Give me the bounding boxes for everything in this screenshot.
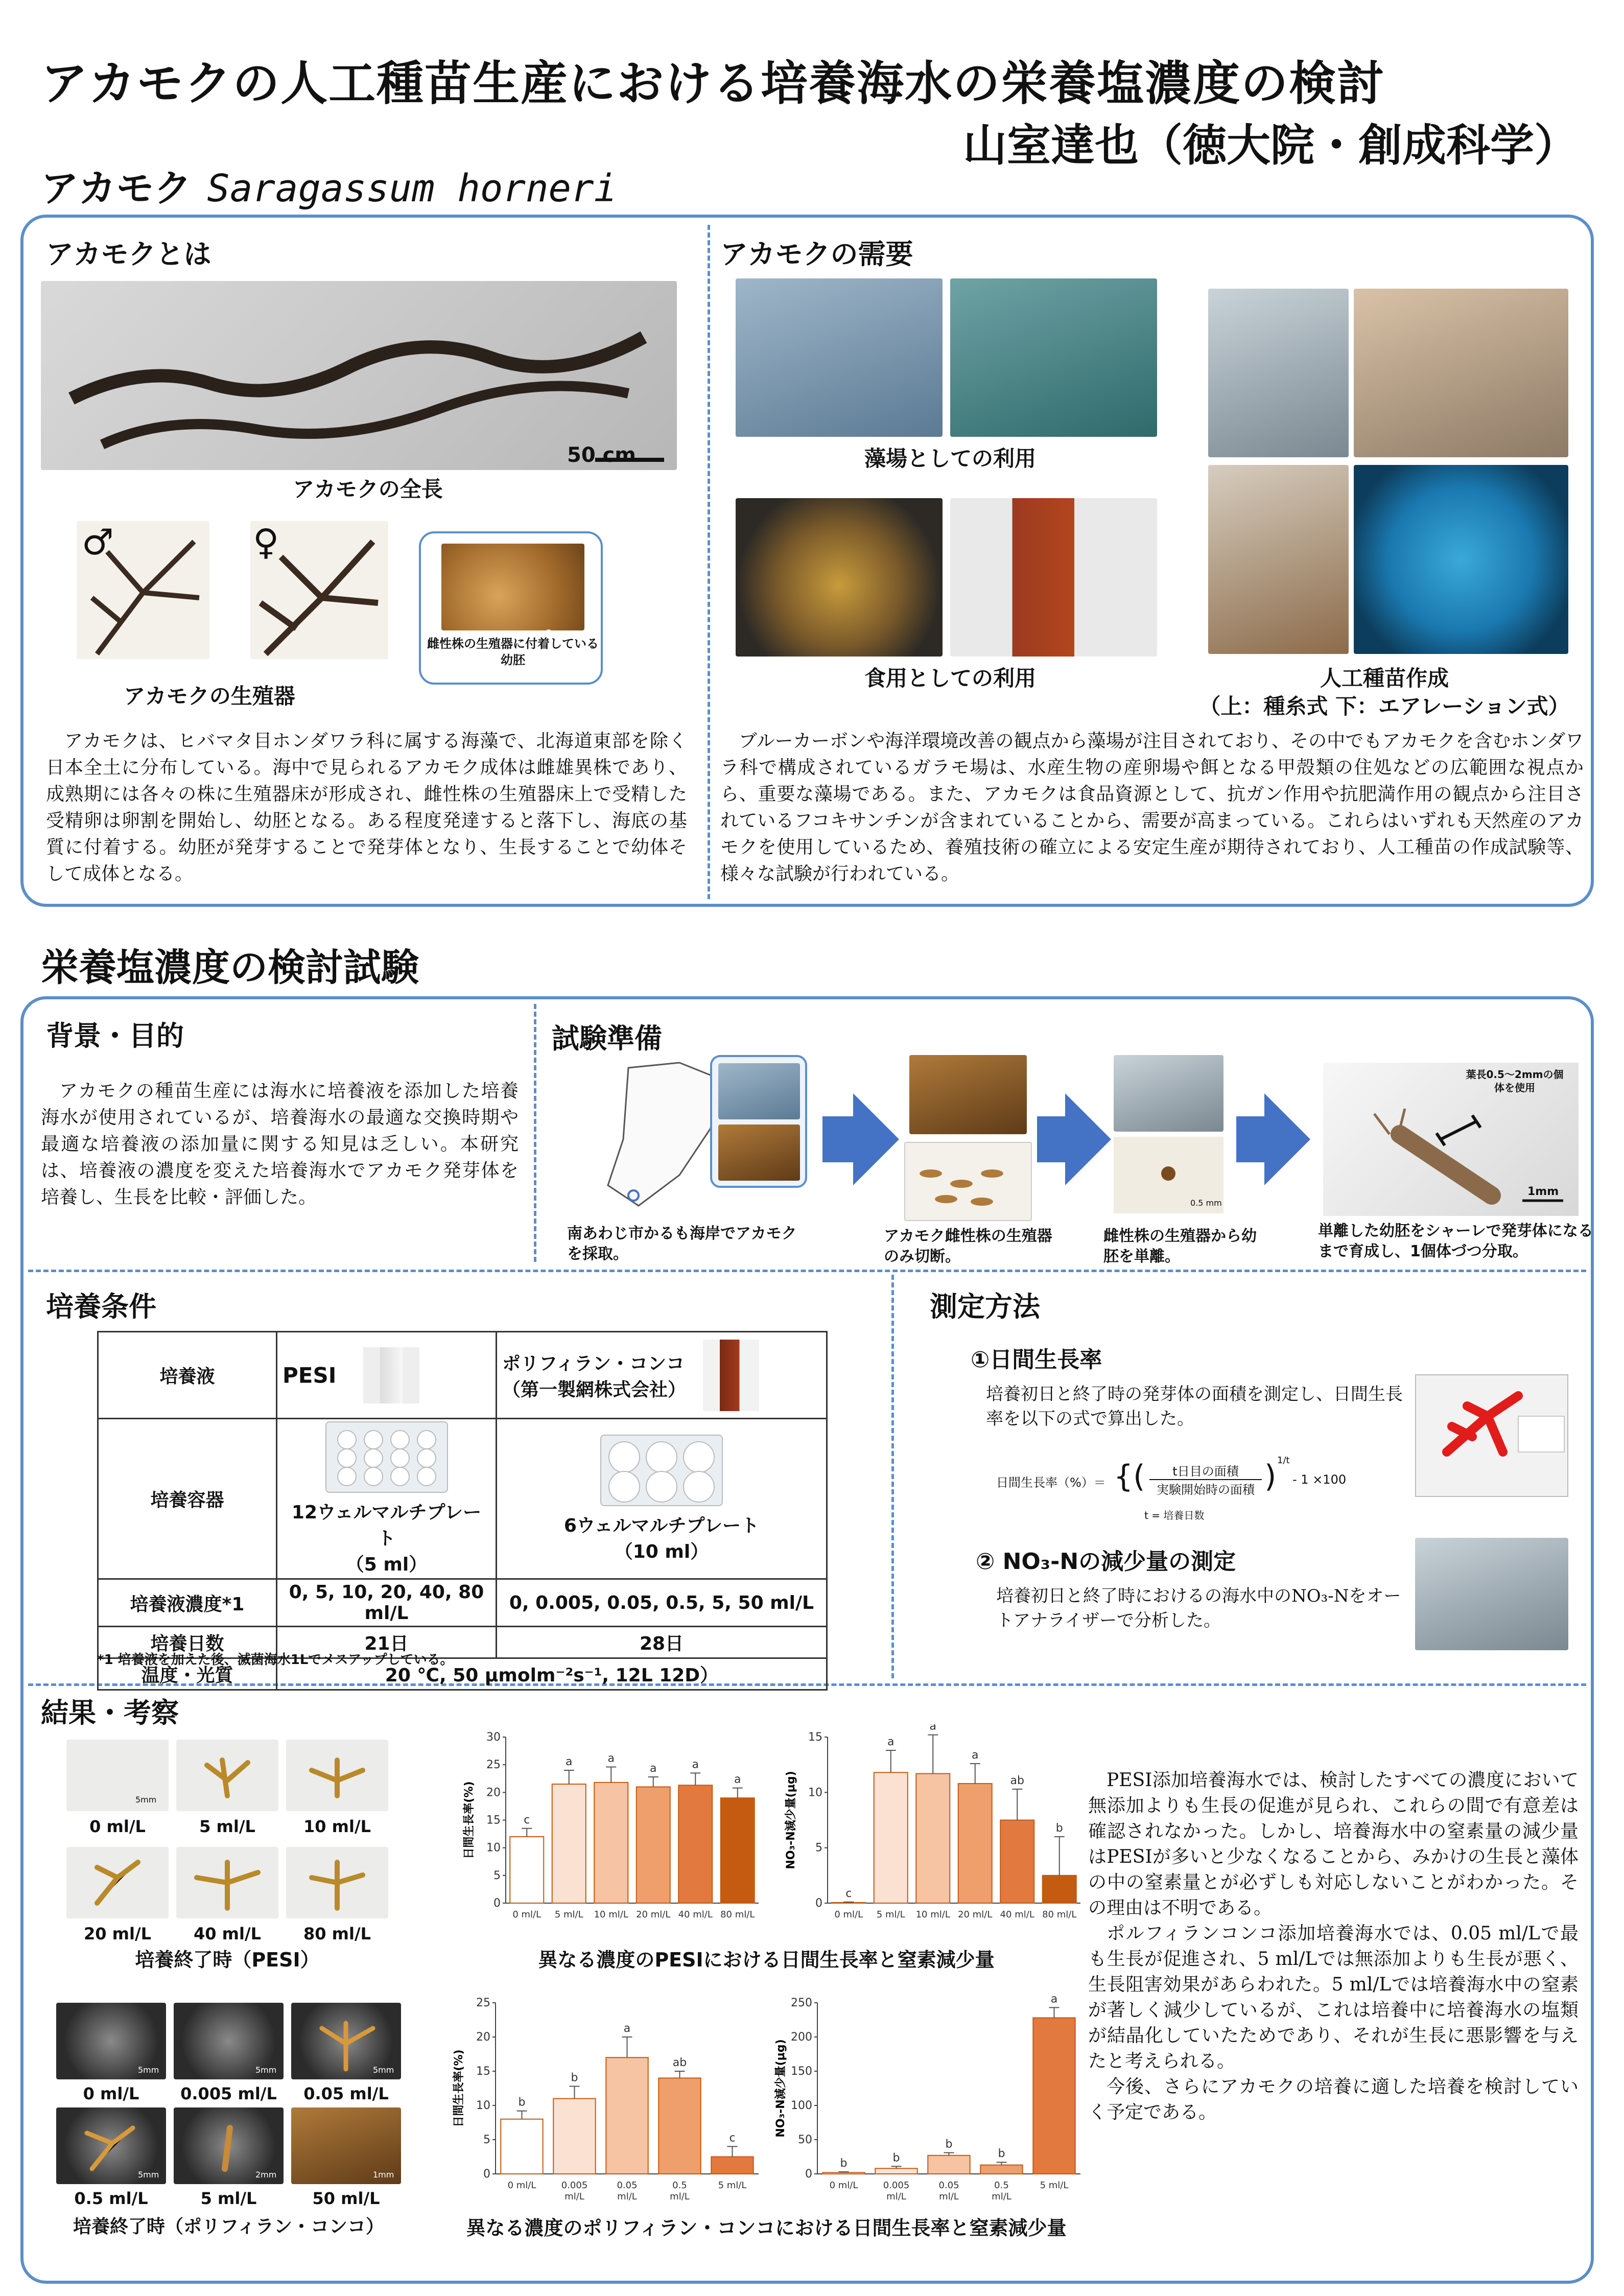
conc-label: 培養液濃度*1 (98, 1579, 277, 1627)
seaweed-bed-photo-1 (736, 278, 943, 437)
y-tick-label: 25 (476, 1997, 490, 2009)
y-tick-label: 30 (486, 1731, 501, 1744)
pesi-label-80: 80 ml/L (303, 1924, 371, 1943)
prep-step3: 雌性株の生殖器から幼胚を単離。 (1103, 1227, 1257, 1266)
pesi-label-0: 0 ml/L (89, 1817, 146, 1836)
arrow1-shaft (822, 1116, 853, 1162)
y-tick-label: 5 (815, 1841, 822, 1855)
chart-pesi-nitrogen (771, 1724, 1088, 1944)
background-text: アカモクの種苗生産には海水に培養液を添加した培養海水が使用されているが、培養海水の最適な交換時期や最適な培養液の添加量に関する知見は乏しい。本研究は、培養液の濃度を変えた培養海水でアカモク発芽体を培養し、生長を比較・評価した。 (41, 1081, 519, 1208)
category-label: 0.05 ml/L (617, 2180, 638, 2202)
y-tick-label: 15 (486, 1814, 501, 1827)
y-tick-label: 200 (791, 2031, 812, 2044)
y-tick-label: 50 (798, 2134, 812, 2146)
category-label: 0 ml/L (512, 1909, 542, 1920)
poly-bottle-icon (703, 1340, 759, 1411)
category-label: 0.5 ml/L (992, 2180, 1011, 2202)
microscope-photo (1114, 1055, 1223, 1132)
autoanalyzer-photo (1415, 1538, 1568, 1650)
bottle-photo (950, 498, 1157, 657)
pesi-photo-5 (176, 1740, 278, 1811)
bar (928, 2156, 970, 2174)
y-tick-label: 15 (808, 1731, 822, 1744)
bar (637, 1787, 670, 1904)
pesi-photo-40 (176, 1847, 278, 1918)
pesi-chart-caption: 異なる濃度のPESIにおける日間生長率と窒素減少量 (538, 1949, 995, 1971)
about-heading: アカモクとは (46, 238, 211, 270)
category-label: 80 ml/L (720, 1909, 755, 1920)
y-tick-label: 250 (791, 1997, 812, 2009)
section1-title: アカモク (41, 167, 192, 210)
medium-label: 培養液 (98, 1332, 277, 1419)
prep-step1: 南あわじ市かるも海岸でアカモクを採取。 (567, 1225, 797, 1263)
significance-letter: a (887, 1736, 895, 1748)
section1-divider (708, 225, 710, 899)
plate6-volume: （10 ml） (614, 1541, 709, 1562)
category-label: 5 ml/L (718, 2180, 747, 2191)
section1-heading (41, 158, 617, 213)
category-label: 0.5 ml/L (670, 2180, 690, 2202)
significance-letter: a (734, 1773, 741, 1786)
category-label: 0.005 ml/L (561, 2180, 588, 2202)
discussion-p3: 今後、さらにアカモクの培養に適した培養を検討していく予定である。 (1088, 2076, 1579, 2123)
y-axis-label: 日間生長率(%) (453, 2049, 465, 2127)
pesi-photo-grid (66, 1740, 388, 1970)
food-caption: 食用としての利用 (864, 666, 1036, 691)
bar (501, 2119, 543, 2174)
bar (678, 1785, 712, 1903)
formula-tail: - 1 ×100 (1292, 1472, 1347, 1487)
pesi-bottle-icon (363, 1347, 419, 1403)
zoom-caption: 雌性株の生殖器に付着している幼胚 (427, 637, 599, 667)
formula-numerator: t日目の面積 (1149, 1461, 1262, 1480)
y-tick-label: 20 (476, 2031, 490, 2044)
pesi-cell (277, 1332, 497, 1419)
conditions-heading: 培養条件 (46, 1291, 156, 1323)
bar (822, 2172, 864, 2174)
category-label: 5 ml/L (554, 1909, 583, 1920)
category-label: 5 ml/L (1040, 2180, 1069, 2191)
significance-letter: ab (672, 2056, 687, 2069)
bar (1043, 1876, 1076, 1903)
embryo-photo (1114, 1137, 1223, 1213)
pesi-photo-20 (66, 1847, 169, 1918)
y-tick-label: 0 (815, 1897, 822, 1910)
bar (658, 2078, 700, 2174)
bg-divider (534, 1004, 536, 1262)
bar (711, 2157, 753, 2174)
y-axis-label: 日間生長率(%) (463, 1781, 476, 1859)
poly-scale-2: 5mm (373, 2065, 394, 2075)
plate12-volume: （5 ml） (345, 1554, 428, 1575)
demand-heading: アカモクの需要 (720, 238, 913, 270)
category-label: 0 ml/L (834, 1909, 863, 1920)
bar (875, 2168, 917, 2174)
demand-text: ブルーカーボンや海洋環境改善の観点から藻場が注目されており、その中でもアカモクを含むホンダワラ科で構成されているガラモ場は、水産生物の産卵場や餌となる甲殻類の住処などの広範囲な視点から、重要な藻場である。また、アカモクは食品資源として、抗ガン作用や抗肥満作用の観点から注目されているフコキサンチンが含まれていることから、需要が高まっている。これらはいずれも天然産のアカモクを使用しているため、養殖技術の確立による安定生産が期待されており、人工種苗の作成試験等、様々な試験が行われている。 (720, 731, 1584, 884)
category-label: 0 ml/L (829, 2180, 858, 2191)
formula-note: t = 培養日数 (1144, 1509, 1205, 1521)
formula-exponent: 1/t (1277, 1455, 1290, 1466)
y-tick-label: 0 (805, 2168, 812, 2181)
y-tick-label: 10 (476, 2099, 490, 2112)
germling-scale: 1mm (1527, 1185, 1559, 1198)
conditions-footnote: *1 培養液を加えた後、滅菌海水1Lでメスアップしている。 (97, 1652, 454, 1668)
arrow2-icon (1065, 1093, 1111, 1185)
significance-letter: c (729, 2131, 736, 2145)
seaweed-silhouette (41, 281, 677, 470)
vessel-label: 培養容器 (98, 1419, 277, 1579)
poly-label-5: 5 ml/L (200, 2189, 257, 2208)
chart-poly-growth (439, 1990, 766, 2215)
arrow1-icon (853, 1093, 899, 1185)
poly-scale-1: 5mm (255, 2065, 277, 2075)
category-label: 20 ml/L (958, 1909, 993, 1920)
poly-label-05: 0.5 ml/L (74, 2189, 148, 2208)
pesi-label-20: 20 ml/L (83, 1924, 152, 1943)
category-label: 0.005 ml/L (883, 2180, 910, 2202)
poly-photo-grid (56, 2003, 393, 2238)
poly-label-005: 0.05 ml/L (303, 2084, 389, 2103)
full-length-caption: アカモクの全長 (293, 477, 443, 502)
seedling-caption: 人工種苗作成 (1320, 666, 1449, 691)
y-tick-label: 0 (493, 1897, 501, 1910)
row1-divider (28, 1270, 1586, 1272)
cond-divider (891, 1275, 894, 1678)
method-heading: 測定方法 (930, 1291, 1040, 1323)
zoom-scale: 2 mm (546, 628, 573, 639)
category-label: 0 ml/L (507, 2180, 536, 2191)
female-symbol: ♀ (253, 521, 279, 563)
method2-title: ② NO₃-Nの減少量の測定 (976, 1549, 1236, 1575)
significance-letter: b (945, 2138, 953, 2151)
collected-seaweed-photo (718, 1124, 800, 1181)
significance-letter: b (840, 2157, 848, 2170)
prep-step4: 単離した幼胚をシャーレで発芽体になるまで育成し、1個体づつ分取。 (1318, 1222, 1593, 1260)
method1-title: ①日間生長率 (971, 1347, 1102, 1373)
plate12-label: 12ウェルマルチプレート (291, 1502, 482, 1549)
significance-letter: a (566, 1755, 573, 1768)
poly-scale-4: 2mm (255, 2170, 277, 2180)
y-tick-label: 0 (483, 2168, 490, 2181)
pesi-photo-80 (286, 1847, 388, 1918)
chart-poly-nitrogen (761, 1990, 1088, 2215)
y-tick-label: 5 (493, 1869, 501, 1882)
plate12-cell (277, 1419, 497, 1579)
pesi-conc: 0, 5, 10, 20, 40, 80 ml/L (277, 1579, 497, 1627)
germling-photo (1323, 1063, 1579, 1216)
prep-heading: 試験準備 (552, 1022, 662, 1055)
receptacle-photo-1 (909, 1055, 1027, 1134)
significance-letter: b (1055, 1822, 1063, 1835)
y-tick-label: 5 (483, 2134, 490, 2146)
bar (553, 2099, 595, 2174)
y-tick-label: 10 (808, 1786, 822, 1799)
male-symbol: ♂ (82, 521, 114, 563)
significance-letter: c (845, 1887, 852, 1900)
poly-label-0005: 0.005 ml/L (180, 2084, 277, 2103)
prep-step2: アカモク雌性株の生殖器のみ切断。 (884, 1227, 1052, 1266)
method1-text: 培養初日と終了時の発芽体の面積を測定し、日間生長率を以下の式で算出した。 (986, 1384, 1403, 1429)
significance-letter: a (623, 2022, 631, 2035)
seaweed-bed-photo-2 (950, 278, 1157, 437)
significance-letter: c (524, 1813, 530, 1826)
significance-letter: a (972, 1749, 979, 1762)
bar (958, 1784, 992, 1903)
plate6-label: 6ウェルマルチプレート (563, 1515, 760, 1536)
y-tick-label: 150 (791, 2065, 812, 2078)
bar (980, 2165, 1022, 2174)
significance-letter: ab (1010, 1774, 1024, 1787)
significance-letter: b (518, 2096, 526, 2109)
discussion-p1: PESI添加培養海水では、検討したすべての濃度において無添加よりも生長の促進が見られ、これらの間で有意差は確認されなかった。しかし、培養海水中の窒素量の減少量はPESIが多いと少なくなることから、みかけの生長と藻体の中の窒素量とが必ずしも対応しないことがわかった。その理由は不明である。 (1088, 1770, 1579, 1918)
embryo-scale: 0.5 mm (1190, 1198, 1222, 1208)
pesi-photo-caption: 培養終了時（PESI） (135, 1949, 320, 1971)
bar (594, 1783, 628, 1903)
poly-label-0: 0 ml/L (83, 2084, 139, 2103)
bar (874, 1772, 908, 1903)
scale-label: 50 cm (567, 443, 636, 467)
poly-label: ポリフィラン・コンコ (502, 1353, 685, 1374)
bar (1033, 2018, 1075, 2174)
significance-letter: a (650, 1762, 657, 1775)
pesi-photo-scale: 5mm (135, 1795, 157, 1805)
arrow3-icon (1264, 1093, 1310, 1185)
pesi-label-5: 5 ml/L (199, 1817, 255, 1836)
pesi-label-10: 10 ml/L (303, 1817, 371, 1836)
significance-letter: b (998, 2147, 1005, 2161)
significance-letter: a (607, 1752, 615, 1765)
hands-photo (1354, 289, 1568, 457)
arrow3-shaft (1236, 1116, 1264, 1162)
bar (510, 1837, 544, 1903)
pesi-photo-10 (286, 1740, 388, 1811)
image-analysis-screenshot (1415, 1374, 1568, 1497)
poly-cell (497, 1332, 827, 1419)
seed-string-photo (1208, 289, 1349, 457)
bar (552, 1784, 586, 1903)
aeration-tank-photo (1354, 465, 1568, 654)
significance-letter: b (571, 2071, 578, 2084)
full-length-photo (41, 281, 677, 470)
food-photo (736, 498, 943, 657)
chart-pesi-growth (450, 1724, 766, 1944)
poster-title: アカモクの人工種苗生産における培養海水の栄養塩濃度の検討 (41, 56, 1385, 111)
y-axis-label: NO₃-N減少量(μg) (785, 1771, 797, 1869)
pesi-days: 21日 (277, 1627, 497, 1658)
pesi-label: PESI (283, 1363, 337, 1388)
days-label: 培養日数 (98, 1627, 277, 1658)
category-label: 40 ml/L (678, 1909, 713, 1920)
category-label: 5 ml/L (876, 1909, 905, 1920)
y-tick-label: 25 (486, 1759, 501, 1772)
poly-days: 28日 (497, 1627, 827, 1658)
poly-scale-5: 1mm (373, 2170, 394, 2180)
bar (1000, 1820, 1034, 1904)
category-label: 20 ml/L (636, 1909, 671, 1920)
category-label: 40 ml/L (1000, 1909, 1034, 1920)
repro-caption: アカモクの生殖器 (124, 684, 295, 709)
bar (606, 2057, 648, 2174)
poly-photo-caption: 培養終了時（ポリフィラン・コンコ） (73, 2216, 385, 2237)
embryo-zoom-photo (441, 544, 584, 630)
results-heading: 結果・考察 (41, 1697, 179, 1729)
pesi-label-40: 40 ml/L (193, 1924, 262, 1943)
temp-value: 20 ℃, 50 μmolm⁻²s⁻¹, 12L 12D） (277, 1658, 827, 1690)
poly-chart-caption: 異なる濃度のポリフィラン・コンコにおける日間生長率と窒素減少量 (466, 2217, 1067, 2239)
significance-letter: a (929, 1724, 936, 1733)
zoom-callout (419, 531, 603, 685)
beach-photo (718, 1063, 800, 1119)
background-heading: 背景・目的 (46, 1020, 184, 1052)
y-tick-label: 20 (486, 1786, 501, 1799)
seaweed-bed-caption: 藻場としての利用 (864, 446, 1036, 471)
plate6-cell (497, 1419, 827, 1579)
poly-scale-0: 5mm (138, 2065, 159, 2075)
discussion-block (1088, 1768, 1579, 2125)
growth-formula (996, 1455, 1395, 1502)
poly-conc: 0, 0.005, 0.05, 0.5, 5, 50 ml/L (497, 1579, 827, 1627)
poly-maker: （第一製網株式会社） (502, 1379, 687, 1400)
poster-author: 山室達也（徳大院・創成科学） (963, 120, 1578, 171)
receptacle-photo-2 (904, 1142, 1032, 1221)
formula-denominator: 実験開始時の面積 (1157, 1483, 1255, 1497)
method2-text: 培養初日と終了時におけるの海水中のNO₃-Nをオートアナライザーで分析した。 (996, 1586, 1401, 1631)
bar (916, 1774, 950, 1904)
y-axis-label: NO₃-N減少量(μg) (774, 2039, 787, 2138)
conditions-table (97, 1331, 828, 1691)
poly-scale-3: 5mm (138, 2170, 159, 2180)
formula-lhs: 日間生長率（%）＝ (996, 1475, 1106, 1490)
significance-letter: a (692, 1758, 699, 1771)
seedling-subcaption: （上：種糸式 下：エアレーション式） (1199, 694, 1570, 719)
significance-letter: b (892, 2151, 900, 2165)
arrow2-shaft (1037, 1116, 1065, 1162)
discussion-p2: ポルフィランコンコ添加培養海水では、0.05 ml/Lで最も生長が促進され、5 ml/Lでは無添加よりも生長が悪く、生長阻害効果があらわれた。5 ml/Lでは培養海水中の窒素が著しく減少しているが、これは培養中に培養海水の塩類が結晶化していたためであり、それが生長に悪影響を与えたと考えられる。 (1088, 1923, 1579, 2072)
y-tick-label: 10 (486, 1841, 501, 1855)
category-label: 80 ml/L (1042, 1909, 1077, 1920)
section2-heading: 栄養塩濃度の検討試験 (41, 946, 419, 990)
category-label: 10 ml/L (915, 1909, 950, 1920)
plate12-icon (325, 1421, 448, 1493)
scientific-name: Saragassum horneri (207, 167, 617, 210)
formula-paren-close: ) (1264, 1459, 1277, 1494)
flask-photo (1208, 465, 1349, 654)
poly-label-50: 50 ml/L (312, 2189, 380, 2208)
y-tick-label: 100 (791, 2099, 812, 2112)
y-tick-label: 15 (476, 2065, 490, 2078)
significance-letter: a (1050, 1993, 1058, 2006)
formula-brace-open: {( (1114, 1459, 1145, 1494)
category-label: 0.05 ml/L (938, 2180, 959, 2202)
about-text: アカモクは、ヒバマタ目ホンダワラ科に属する海藻で、北海道東部を除く日本全土に分布している。海中で見られるアカモク成体は雌雄異株であり、成熟期には各々の株に生殖器床が形成され、雌性株の生殖器床上で受精した受精卵は卵割を開始し、幼胚となる。ある程度発達すると落下し、海底の基質に付着する。幼胚が発芽することで発芽体となり、生長することで幼体そして成体となる。 (46, 731, 687, 884)
plate6-icon (600, 1435, 723, 1506)
beach-inset (710, 1055, 807, 1188)
bar (721, 1798, 755, 1903)
germling-note: 葉長0.5～2mmの個体を使用 (1466, 1068, 1564, 1094)
temp-label: 温度・光質 (98, 1658, 277, 1690)
category-label: 10 ml/L (594, 1909, 628, 1920)
